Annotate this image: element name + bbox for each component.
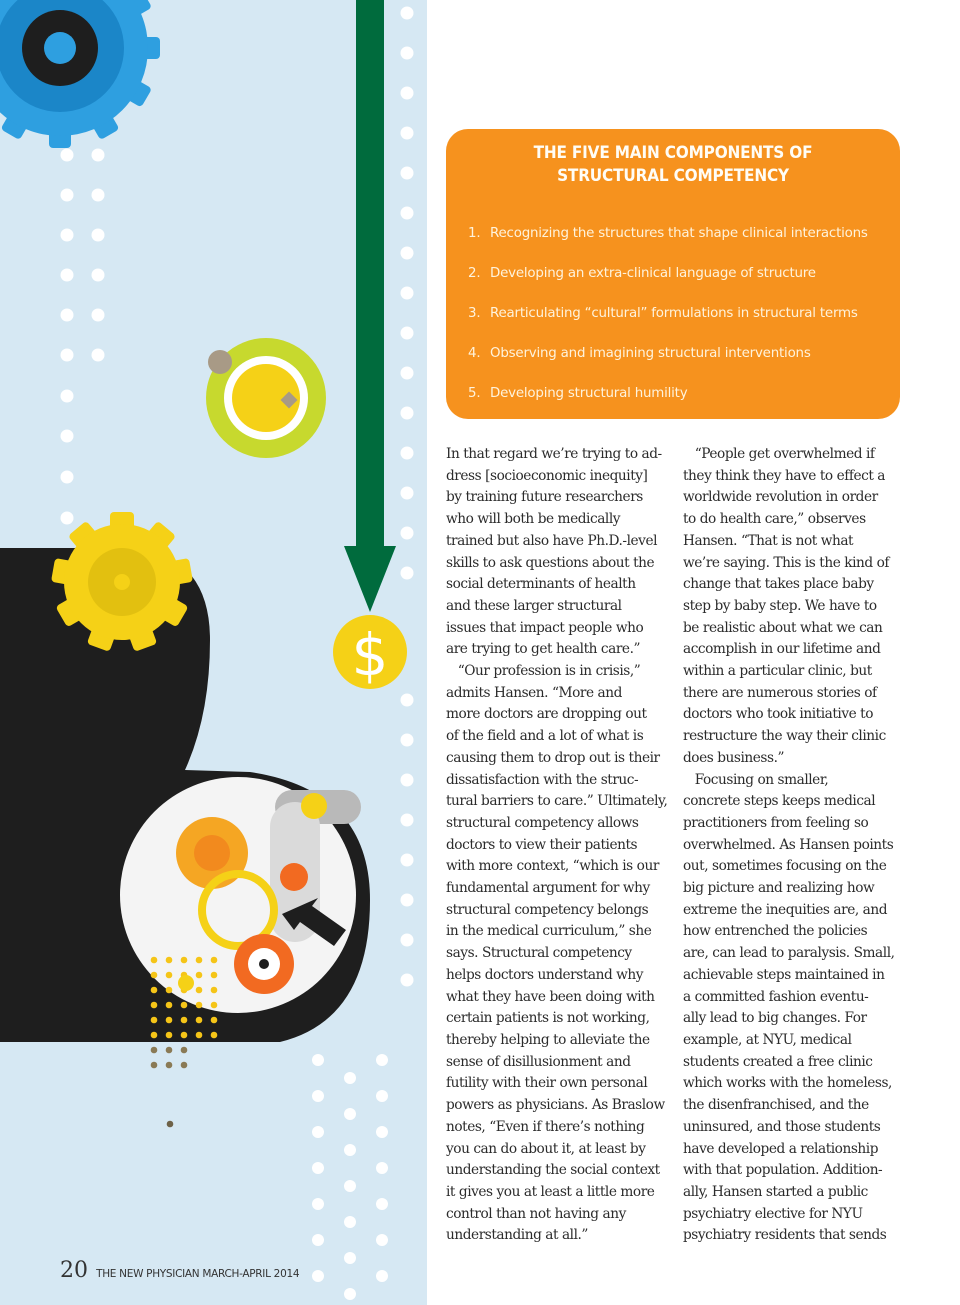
dot <box>166 972 173 979</box>
dot <box>401 367 414 380</box>
text-line: of the field and a lot of what is <box>446 728 644 745</box>
text-line: be realistic about what we can <box>683 619 883 636</box>
text-line: social determinants of health <box>446 576 636 593</box>
text-line: with more context, “which is our <box>446 858 659 875</box>
dot <box>401 894 414 907</box>
components-list <box>468 222 890 422</box>
dot <box>196 972 203 979</box>
text-line: accomplish in our lifetime and <box>683 641 881 658</box>
dot <box>166 1017 173 1024</box>
text-line: ally, Hansen started a public <box>683 1183 868 1200</box>
dot <box>376 1198 388 1210</box>
page-number: 20 <box>60 1258 88 1283</box>
dot <box>312 1234 324 1246</box>
dot <box>92 189 105 202</box>
text-line: issues that impact people who <box>446 619 644 636</box>
text-line: restructure the way their clinic <box>683 728 886 745</box>
text-line: which works with the homeless, <box>683 1075 892 1092</box>
list-item <box>468 342 890 382</box>
dot <box>166 1032 173 1039</box>
list-number: 2. <box>468 266 481 281</box>
dot <box>401 407 414 420</box>
dot <box>401 487 414 500</box>
text-line: to do health care,” observes <box>683 511 866 528</box>
list-text: Developing structural humility <box>490 386 688 401</box>
text-line: understanding the social context <box>446 1162 660 1179</box>
dot <box>376 1054 388 1066</box>
text-line: certain patients is not working, <box>446 1010 650 1027</box>
dot <box>211 1002 218 1009</box>
dot <box>61 229 74 242</box>
dot <box>196 1032 203 1039</box>
dot <box>151 1032 158 1039</box>
text-line: and these larger structural <box>446 597 622 614</box>
text-line: doctors who took initiative to <box>683 706 873 723</box>
cover-illustration <box>0 0 427 1305</box>
dot <box>401 974 414 987</box>
dot <box>166 987 173 994</box>
text-line: step by baby step. We have to <box>683 597 877 614</box>
text-line: students created a free clinic <box>683 1053 873 1070</box>
text-line: structural competency belongs <box>446 901 649 918</box>
dot <box>401 814 414 827</box>
list-item <box>468 302 890 342</box>
dot <box>181 1047 188 1054</box>
text-line: In that regard we’re trying to ad- <box>446 446 662 462</box>
text-line: Hansen. “That is not what <box>683 532 854 549</box>
text-line: there are numerous stories of <box>683 684 877 701</box>
text-line: more doctors are dropping out <box>446 706 647 723</box>
text-line: fundamental argument for why <box>446 880 650 897</box>
dot <box>61 390 74 403</box>
dot <box>181 1032 188 1039</box>
dot <box>401 447 414 460</box>
text-line: have developed a relationship <box>683 1140 879 1157</box>
dot <box>151 1062 158 1069</box>
text-line: a committed fashion eventu- <box>683 988 869 1005</box>
text-line: futility with their own personal <box>446 1075 648 1092</box>
list-item <box>468 262 890 302</box>
dot <box>312 1126 324 1138</box>
components-callout <box>446 129 900 419</box>
text-line: big picture and realizing how <box>683 880 875 897</box>
dot <box>167 1121 174 1128</box>
dot <box>92 229 105 242</box>
text-line: we’re saying. This is the kind of <box>683 554 890 571</box>
dot <box>401 247 414 260</box>
lime-target-icon <box>206 338 326 458</box>
dot <box>178 975 194 991</box>
dot <box>151 1002 158 1009</box>
text-line: trained but also have Ph.D.-level <box>446 532 658 549</box>
dot <box>211 987 218 994</box>
text-line: extreme the inequities are, and <box>683 901 888 918</box>
dot <box>401 47 414 60</box>
dot <box>401 527 414 540</box>
text-line: causing them to drop out is their <box>446 749 660 766</box>
dot <box>401 167 414 180</box>
text-line: “People get overwhelmed if <box>683 446 875 462</box>
dot <box>344 1288 356 1300</box>
dot <box>61 149 74 162</box>
dot <box>196 1017 203 1024</box>
text-line: out, sometimes focusing on the <box>683 858 887 875</box>
dot <box>92 349 105 362</box>
dot <box>376 1126 388 1138</box>
text-line: overwhelmed. As Hansen points <box>683 836 894 853</box>
list-text: Rearticulating “cultural” formulations in structural terms <box>490 306 858 321</box>
dot <box>151 957 158 964</box>
dot <box>312 1054 324 1066</box>
dot <box>92 149 105 162</box>
callout-title <box>469 142 878 188</box>
text-line: says. Structural competency <box>446 945 632 962</box>
dot <box>401 87 414 100</box>
dot <box>166 1047 173 1054</box>
text-line: achievable steps maintained in <box>683 966 885 983</box>
text-line: Focusing on smaller, <box>683 771 829 788</box>
dot <box>401 854 414 867</box>
dot <box>61 512 74 525</box>
text-line: powers as physicians. As Braslow <box>446 1097 665 1114</box>
dot <box>61 309 74 322</box>
text-line: thereby helping to alleviate the <box>446 1031 650 1048</box>
dot <box>211 957 218 964</box>
text-line: example, at NYU, medical <box>683 1031 852 1048</box>
dot <box>344 1108 356 1120</box>
text-line: helps doctors understand why <box>446 966 644 983</box>
text-line: does business.” <box>683 749 785 766</box>
dot <box>151 987 158 994</box>
text-line: control than not having any <box>446 1205 626 1222</box>
dot <box>181 957 188 964</box>
text-line: how entrenched the policies <box>683 923 868 940</box>
text-line: ally lead to big changes. For <box>683 1010 867 1027</box>
dot <box>166 957 173 964</box>
article-column-right <box>683 444 911 1247</box>
dot <box>401 207 414 220</box>
text-line: doctors to view their patients <box>446 836 638 853</box>
dot <box>61 349 74 362</box>
text-line: concrete steps keeps medical <box>683 793 876 810</box>
dot <box>401 934 414 947</box>
dollar-symbol: $ <box>351 621 389 689</box>
dot <box>401 734 414 747</box>
text-line: you can do about it, at least by <box>446 1140 646 1157</box>
dot <box>401 327 414 340</box>
dot <box>401 287 414 300</box>
text-line: tural barriers to care.” Ultimately, <box>446 793 668 810</box>
dot <box>401 774 414 787</box>
dot <box>312 1162 324 1174</box>
dot <box>312 1090 324 1102</box>
dot <box>181 1017 188 1024</box>
text-line: who will both be medically <box>446 511 621 528</box>
text-line: understanding at all.” <box>446 1227 588 1244</box>
text-line: the disenfranchised, and the <box>683 1097 869 1114</box>
dot <box>92 309 105 322</box>
text-line: are trying to get health care.” <box>446 641 641 658</box>
callout-title-line: STRUCTURAL COMPETENCY <box>557 166 789 186</box>
dot <box>344 1252 356 1264</box>
text-line: structural competency allows <box>446 814 639 831</box>
list-number: 3. <box>468 306 481 321</box>
dot <box>196 1002 203 1009</box>
text-line: change that takes place baby <box>683 576 874 593</box>
list-item <box>468 222 890 262</box>
text-line: are, can lead to paralysis. Small, <box>683 945 895 962</box>
text-line: with that population. Addition- <box>683 1162 883 1179</box>
list-number: 4. <box>468 346 481 361</box>
dot <box>92 269 105 282</box>
dot <box>344 1216 356 1228</box>
list-text: Developing an extra-clinical language of structure <box>490 266 816 281</box>
dot <box>376 1090 388 1102</box>
text-line: by training future researchers <box>446 489 643 506</box>
dot <box>61 189 74 202</box>
dot <box>151 972 158 979</box>
dot <box>61 471 74 484</box>
text-line: admits Hansen. “More and <box>446 684 622 701</box>
list-number: 1. <box>468 226 481 241</box>
list-text: Observing and imagining structural interventions <box>490 346 811 361</box>
dot <box>376 1162 388 1174</box>
dot <box>166 1002 173 1009</box>
text-line: uninsured, and those students <box>683 1118 881 1135</box>
list-text: Recognizing the structures that shape clinical interactions <box>490 226 868 241</box>
dot <box>196 957 203 964</box>
list-number: 5. <box>468 386 481 401</box>
callout-title-line: THE FIVE MAIN COMPONENTS OF <box>533 143 813 163</box>
article-column-left <box>446 444 668 1247</box>
text-line: sense of disillusionment and <box>446 1053 631 1070</box>
dot <box>401 694 414 707</box>
text-line: psychiatry residents that sends <box>683 1227 887 1244</box>
text-line: worldwide revolution in order <box>683 489 878 506</box>
list-item <box>468 382 890 422</box>
dot <box>61 430 74 443</box>
publication-line: THE NEW PHYSICIAN MARCH-APRIL 2014 <box>96 1268 300 1280</box>
dot <box>151 1047 158 1054</box>
dot <box>401 7 414 20</box>
dot <box>211 1017 218 1024</box>
text-line: what they have been doing with <box>446 988 655 1005</box>
dot <box>376 1234 388 1246</box>
dot <box>181 1062 188 1069</box>
text-line: dress [socioeconomic inequity] <box>446 467 648 484</box>
dot <box>151 1017 158 1024</box>
text-line: it gives you at least a little more <box>446 1183 655 1200</box>
dot <box>401 127 414 140</box>
text-line: psychiatry elective for NYU <box>683 1205 863 1222</box>
dot <box>344 1144 356 1156</box>
text-line: notes, “Even if there’s nothing <box>446 1118 645 1135</box>
page-footer <box>60 1258 299 1288</box>
text-line: they think they have to effect a <box>683 467 886 484</box>
text-line: skills to ask questions about the <box>446 554 655 571</box>
dot <box>211 1032 218 1039</box>
text-line: practitioners from feeling so <box>683 814 869 831</box>
dot <box>166 1062 173 1069</box>
dot <box>312 1270 324 1282</box>
dot <box>181 1002 188 1009</box>
dot <box>312 1198 324 1210</box>
dot <box>196 987 203 994</box>
dollar-coin-icon <box>333 615 407 689</box>
text-line: dissatisfaction with the struc- <box>446 771 639 788</box>
text-line: “Our profession is in crisis,” <box>446 663 641 680</box>
dot <box>344 1180 356 1192</box>
text-line: in the medical curriculum,” she <box>446 923 652 940</box>
dot <box>211 972 218 979</box>
dot <box>376 1270 388 1282</box>
text-line: within a particular clinic, but <box>683 663 872 680</box>
dot <box>344 1072 356 1084</box>
dot <box>401 567 414 580</box>
dot <box>61 269 74 282</box>
